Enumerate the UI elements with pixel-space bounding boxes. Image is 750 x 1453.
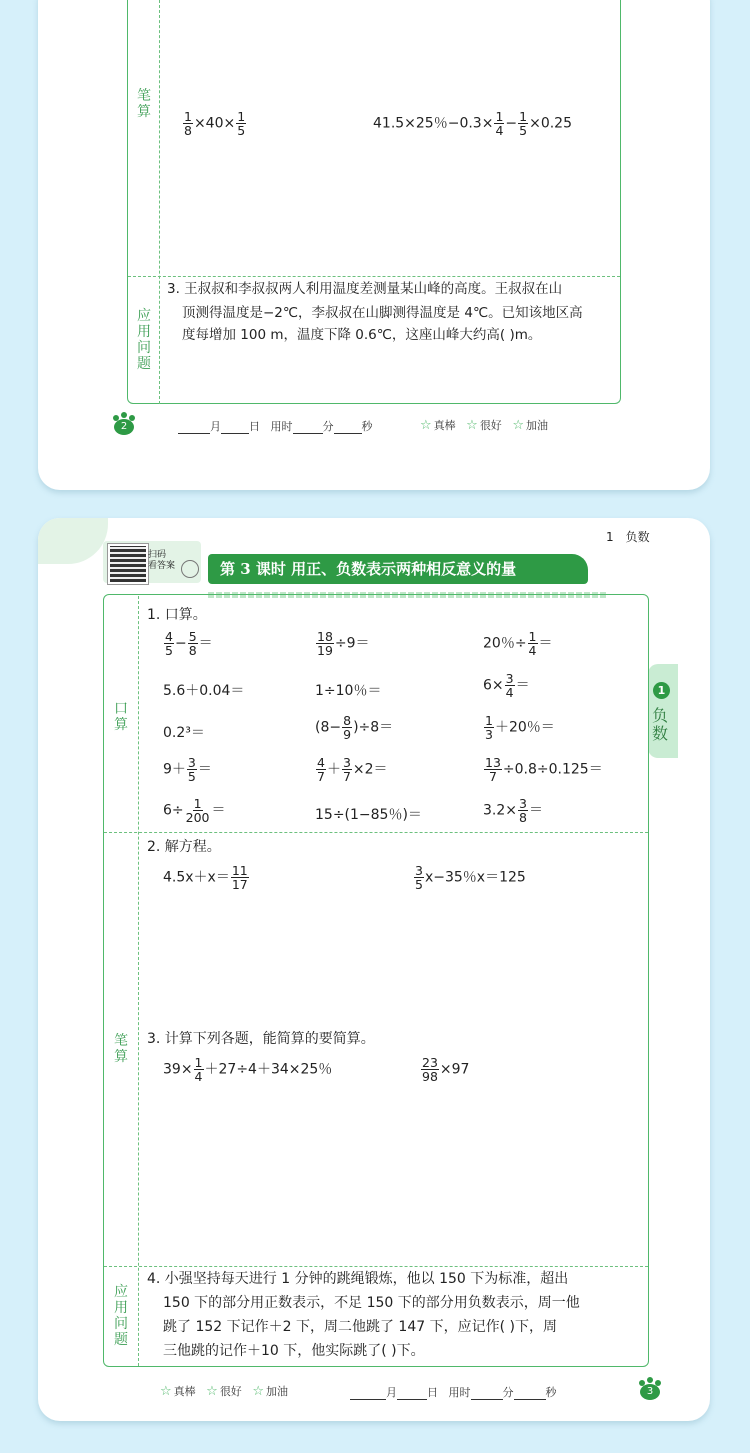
page-3-frame xyxy=(103,594,649,1367)
footer-rating: ☆ 真棒 ☆ 很好 ☆ 加油 xyxy=(160,1384,288,1399)
chapter-label: 1 负数 xyxy=(606,530,650,544)
question-4-line-1: 4. 小强坚持每天进行 1 分钟的跳绳锻炼，他以 150 下为标准，超出 xyxy=(147,1271,569,1287)
equation-2: $\frac{3}{5}$ x−35％x＝125 xyxy=(415,863,526,892)
section-divider-horizontal xyxy=(128,276,620,277)
section-divider-horizontal-1 xyxy=(104,832,648,833)
oral-r3c1: 0.2³＝ xyxy=(163,725,205,741)
question-4-line-4: 三他跳的记作＋10 下，他实际跳了( )下。 xyxy=(163,1343,425,1359)
oral-r3c3: $\frac{1}{3}$ ＋20％＝ xyxy=(485,713,555,742)
oral-r2c1: 5.6＋0.04＝ xyxy=(163,683,245,699)
question-3-line-3: 度每增加 100 m，温度下降 0.6℃，这座山峰大约高( )m。 xyxy=(182,327,542,343)
page-number-badge xyxy=(110,412,138,436)
oral-r1c1: $\frac{4}{5}$ − $\frac{5}{8}$ ＝ xyxy=(165,629,213,658)
star-icon[interactable]: ☆ xyxy=(466,418,478,433)
oral-r4c1: 9＋ $\frac{3}{5}$ ＝ xyxy=(163,755,212,784)
oral-r3c2: (8− $\frac{8}{9}$ )÷8＝ xyxy=(315,713,394,742)
footer-rating: ☆ 真棒 ☆ 很好 ☆ 加油 xyxy=(420,418,548,433)
section-label-bisuan: 笔算 xyxy=(114,1033,128,1065)
oral-r5c3: 3.2× $\frac{3}{8}$ ＝ xyxy=(483,796,543,825)
section-divider-horizontal-2 xyxy=(104,1266,648,1267)
footer-time-record: 月 日 用时 分 秒 xyxy=(350,1384,557,1400)
lesson-title: 第 3 课时 用正、负数表示两种相反意义的量 xyxy=(208,554,588,584)
section-divider-vertical xyxy=(159,0,160,404)
oral-r5c1: 6÷ $\frac{1}{200}$ ＝ xyxy=(163,796,226,825)
oral-r1c3: 20％÷ $\frac{1}{4}$ ＝ xyxy=(483,629,553,658)
star-icon[interactable]: ☆ xyxy=(512,418,524,433)
section-label-bisuan: 笔算 xyxy=(137,88,151,120)
chapter-tab-number: 1 xyxy=(653,682,670,699)
question-2-heading: 2. 解方程。 xyxy=(147,839,221,855)
page-number: 2 xyxy=(114,419,134,435)
page-number: 3 xyxy=(640,1384,660,1400)
star-icon[interactable]: ☆ xyxy=(252,1384,264,1399)
question-3-line-2: 顶测得温度是−2℃，李叔叔在山脚测得温度是 4℃。已知该地区高 xyxy=(182,305,583,321)
qr-code-icon[interactable] xyxy=(108,544,148,584)
footer-time-record: 月 日 用时 分 秒 xyxy=(178,418,373,434)
section-label-kousuan: 口算 xyxy=(114,701,128,733)
question-4-line-3: 跳了 152 下记作＋2 下，周二他跳了 147 下，应记作( )下，周 xyxy=(163,1319,557,1335)
oral-r2c3: 6× $\frac{3}{4}$ ＝ xyxy=(483,671,530,700)
section-divider-vertical xyxy=(138,596,139,1366)
expression-2: 41.5×25％−0.3× $\frac{1}{4}$ − $\frac{1}{5}$ ×0.25 xyxy=(373,109,572,138)
star-icon[interactable]: ☆ xyxy=(206,1384,218,1399)
mascot-icon xyxy=(181,560,199,578)
star-icon[interactable]: ☆ xyxy=(160,1384,172,1399)
calculation-1: 39× $\frac{1}{4}$ ＋27÷4＋34×25％ xyxy=(163,1055,333,1084)
oral-r2c2: 1÷10％＝ xyxy=(315,683,382,699)
expression-1: $\frac{1}{8}$ ×40× $\frac{1}{5}$ xyxy=(184,109,246,138)
star-icon[interactable]: ☆ xyxy=(420,418,432,433)
oral-r5c2: 15÷(1−85％)＝ xyxy=(315,807,422,823)
question-4-line-2: 150 下的部分用正数表示，不足 150 下的部分用负数表示，周一他 xyxy=(163,1295,580,1311)
question-1-heading: 1. 口算。 xyxy=(147,607,207,623)
section-label-yingyong: 应用问题 xyxy=(114,1284,128,1348)
scan-label: 扫码 看答案 xyxy=(148,550,176,571)
page-number-badge xyxy=(636,1377,664,1401)
calculation-2: $\frac{23}{98}$ ×97 xyxy=(422,1055,470,1084)
oral-r4c3: $\frac{13}{7}$ ÷0.8÷0.125＝ xyxy=(485,755,603,784)
equation-1: 4.5x＋x＝ $\frac{11}{17}$ xyxy=(163,863,248,892)
oral-r4c2: $\frac{4}{7}$ ＋ $\frac{3}{7}$ ×2＝ xyxy=(317,755,388,784)
section-label-yingyong: 应用问题 xyxy=(137,308,151,372)
question-3-heading: 3. 计算下列各题，能简算的要简算。 xyxy=(147,1031,375,1047)
chapter-tab-text: 负数 xyxy=(652,706,669,743)
question-3-line-1: 3. 王叔叔和李叔叔两人利用温度差测量某山峰的高度。王叔叔在山 xyxy=(167,281,563,297)
oral-r1c2: $\frac{18}{19}$ ÷9＝ xyxy=(317,629,370,658)
